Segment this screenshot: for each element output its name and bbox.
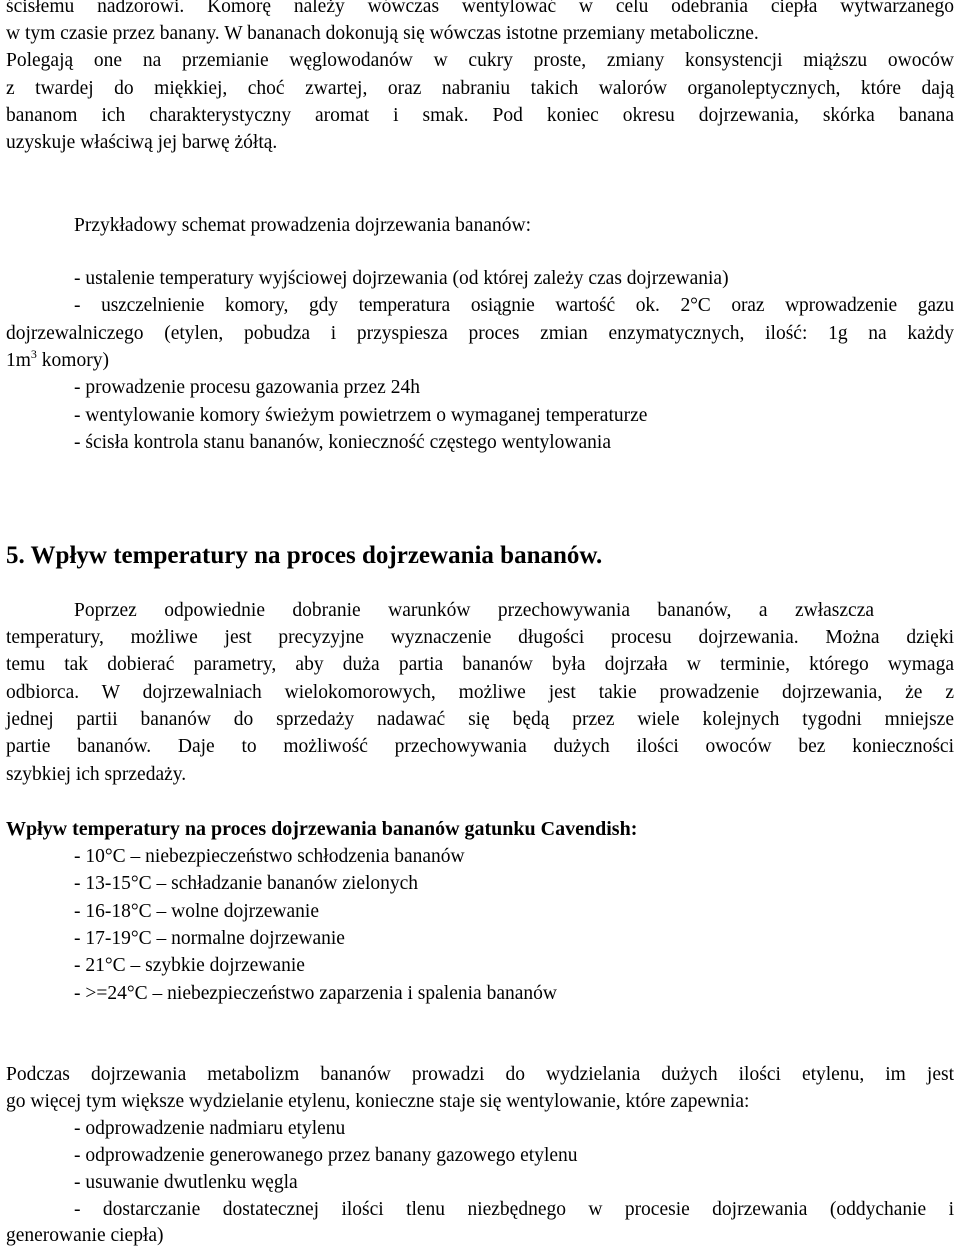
ethylene-item-2: - odprowadzenie generowanego przez banany gazowego etylenu	[74, 1145, 578, 1166]
cavendish-item-3: - 16-18°C – wolne dojrzewanie	[74, 901, 319, 922]
cavendish-item-4: - 17-19°C – normalne dojrzewanie	[74, 928, 345, 949]
intro-line-6: uzyskuje właściwą jej barwę żółtą.	[6, 132, 278, 153]
ethylene-item-4-cont: generowanie ciepła)	[6, 1225, 164, 1246]
section-5-line-1: Poprzez odpowiednie dobranie warunków przechowywania bananów, a zwłaszcza	[74, 600, 874, 621]
ethylene-item-3: - usuwanie dwutlenku węgla	[74, 1172, 298, 1193]
section-5-line-6: partie bananów. Daje to możliwość przechowywania dużych ilości owoców bez konieczności	[6, 736, 954, 757]
unit-m: 1m	[6, 350, 31, 371]
schema-heading: Przykładowy schemat prowadzenia dojrzewania bananów:	[74, 215, 531, 236]
section-5-line-7: szybkiej ich sprzedaży.	[6, 764, 187, 785]
cavendish-item-2: - 13-15°C – schładzanie bananów zielonych	[74, 873, 419, 894]
ethylene-item-4: - dostarczanie dostatecznej ilości tlenu niezbędnego w procesie dojrzewania (oddychanie i	[74, 1199, 954, 1220]
schema-item-4: - wentylowanie komory świeżym powietrzem o wymaganej temperaturze	[74, 405, 648, 426]
schema-item-2-end	[6, 347, 109, 374]
cavendish-item-5: - 21°C – szybkie dojrzewanie	[74, 955, 305, 976]
section-5-line-2: temperatury, możliwe jest precyzyjne wyznaczenie długości procesu dojrzewania. Można dzięki	[6, 627, 954, 648]
cavendish-heading: Wpływ temperatury na proces dojrzewania bananów gatunku Cavendish:	[6, 818, 638, 840]
cavendish-item-6: - >=24°C – niebezpieczeństwo zaparzenia i spalenia bananów	[74, 983, 557, 1004]
schema-item-1: - ustalenie temperatury wyjściowej dojrzewania (od której zależy czas dojrzewania)	[74, 268, 729, 289]
ethylene-line-1: Podczas dojrzewania metabolizm bananów prowadzi do wydzielania dużych ilości etylenu, im jest	[6, 1064, 954, 1085]
section-5-line-3: temu tak dobierać parametry, aby duża partia bananów była dojrzała w terminie, którego wymaga	[6, 654, 954, 675]
intro-line-1: ścisłemu nadzorowi. Komorę należy wówczas wentylować w celu odebrania ciepła wytwarzanego	[6, 0, 954, 17]
ethylene-item-1: - odprowadzenie nadmiaru etylenu	[74, 1118, 346, 1139]
schema-item-3: - prowadzenie procesu gazowania przez 24h	[74, 377, 420, 398]
section-5-line-4: odbiorca. W dojrzewalniach wielokomorowych, możliwe jest takie prowadzenie dojrzewania, że z	[6, 682, 954, 703]
intro-line-2: w tym czasie przez banany. W bananach dokonują się wówczas istotne przemiany metaboliczne.	[6, 23, 759, 44]
ethylene-line-2: go więcej tym większe wydzielanie etylenu, konieczne staje się wentylowanie, które zapewnia:	[6, 1091, 750, 1112]
unit-exponent: 3	[30, 347, 37, 361]
section-5-line-5: jednej partii bananów do sprzedaży nadawać się będą przez wiele kolejnych tygodni mniejsze	[6, 709, 954, 730]
section-5-title: 5. Wpływ temperatury na proces dojrzewania bananów.	[6, 542, 603, 569]
intro-line-5: bananom ich charakterystyczny aromat i smak. Pod koniec okresu dojrzewania, skórka banana	[6, 105, 954, 126]
cavendish-item-1: - 10°C – niebezpieczeństwo schłodzenia bananów	[74, 846, 465, 867]
schema-item-5: - ścisła kontrola stanu bananów, konieczność częstego wentylowania	[74, 432, 611, 453]
schema-item-2: - uszczelnienie komory, gdy temperatura osiągnie wartość ok. 2°C oraz wprowadzenie gazu	[74, 295, 954, 316]
intro-line-3: Polegają one na przemianie węglowodanów w cukry proste, zmiany konsystencji miąższu owoców	[6, 50, 954, 71]
intro-line-4: z twardej do miękkiej, choć zwartej, oraz nabraniu takich walorów organoleptycznych, które dają	[6, 78, 954, 99]
schema-item-2-cont: dojrzewalniczego (etylen, pobudza i przyspiesza proces zmian enzymatycznych, ilość: 1g na każdy	[6, 323, 954, 344]
unit-tail: komory)	[36, 350, 109, 371]
